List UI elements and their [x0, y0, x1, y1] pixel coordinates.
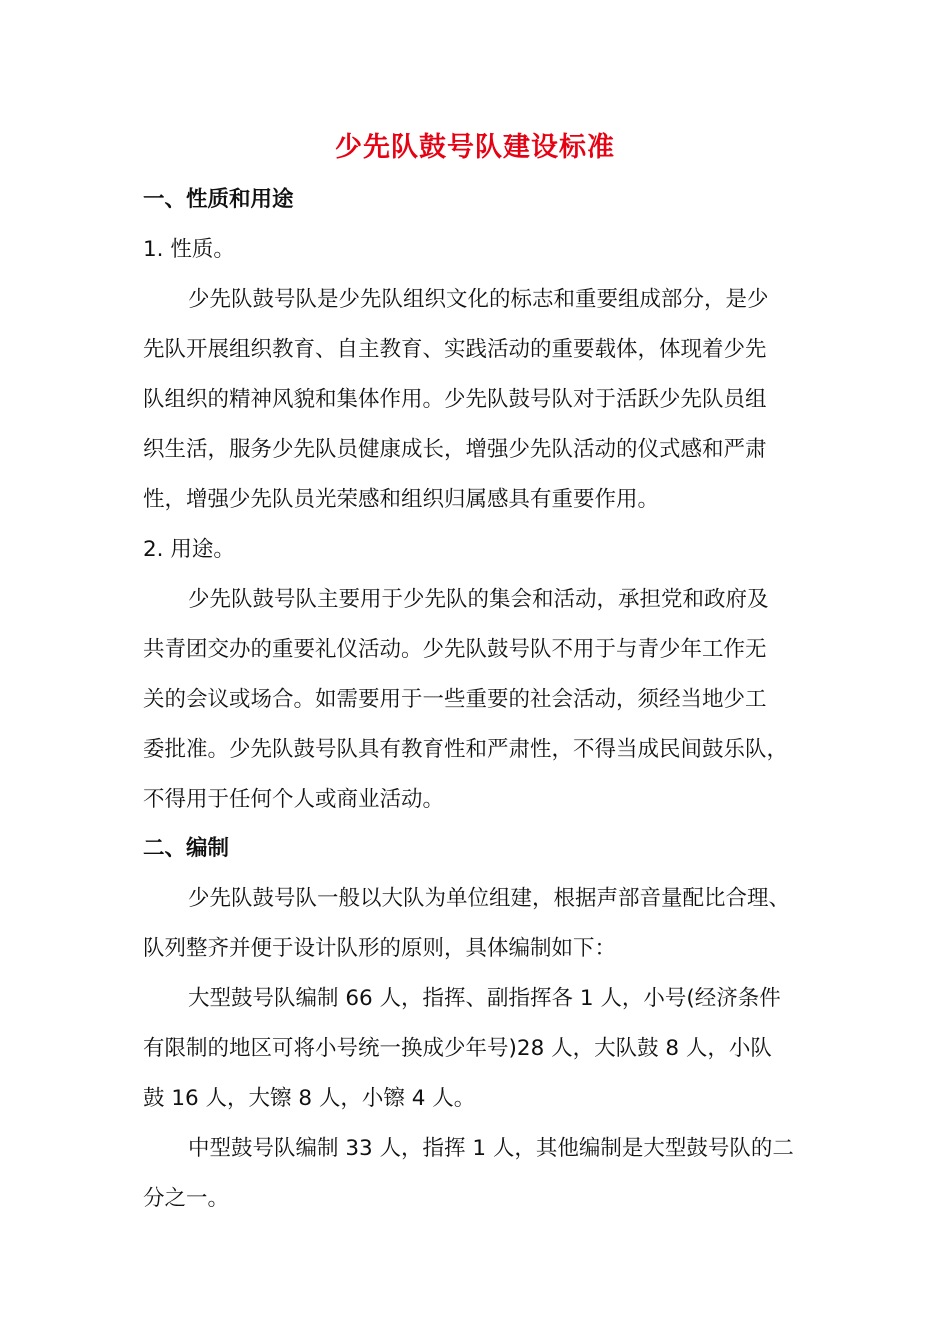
- section-heading-nature-and-use: 一、性质和用途: [143, 187, 294, 212]
- subheading-use: 2. 用途。: [143, 537, 235, 562]
- paragraph-line: 队列整齐并便于设计队形的原则，具体编制如下：: [143, 936, 617, 961]
- paragraph-line: 队组织的精神风貌和集体作用。少先队鼓号队对于活跃少先队员组: [143, 387, 767, 412]
- paragraph-line: 中型鼓号队编制 33 人，指挥 1 人，其他编制是大型鼓号队的二: [188, 1136, 794, 1161]
- paragraph-line: 少先队鼓号队是少先队组织文化的标志和重要组成部分，是少: [188, 287, 769, 312]
- paragraph-line: 织生活，服务少先队员健康成长，增强少先队活动的仪式感和严肃: [143, 437, 767, 462]
- paragraph-line: 分之一。: [143, 1186, 230, 1211]
- paragraph-line: 少先队鼓号队主要用于少先队的集会和活动，承担党和政府及: [188, 587, 769, 612]
- paragraph-line: 共青团交办的重要礼仪活动。少先队鼓号队不用于与青少年工作无: [143, 637, 767, 662]
- subheading-nature: 1. 性质。: [143, 237, 235, 262]
- paragraph-line: 性，增强少先队员光荣感和组织归属感具有重要作用。: [143, 487, 660, 512]
- paragraph-line: 委批准。少先队鼓号队具有教育性和严肃性，不得当成民间鼓乐队，: [143, 737, 789, 762]
- paragraph-line: 关的会议或场合。如需要用于一些重要的社会活动，须经当地少工: [143, 687, 767, 712]
- paragraph-line: 大型鼓号队编制 66 人，指挥、副指挥各 1 人，小号(经济条件: [188, 986, 781, 1011]
- paragraph-line: 少先队鼓号队一般以大队为单位组建，根据声部音量配比合理、: [188, 886, 791, 911]
- paragraph-line: 鼓 16 人，大镲 8 人，小镲 4 人。: [143, 1086, 476, 1111]
- section-heading-organization: 二、编制: [143, 836, 230, 861]
- paragraph-line: 有限制的地区可将小号统一换成少年号)28 人，大队鼓 8 人，小队: [143, 1036, 772, 1061]
- document-title: 少先队鼓号队建设标准: [335, 132, 615, 163]
- paragraph-line: 先队开展组织教育、自主教育、实践活动的重要载体，体现着少先: [143, 337, 767, 362]
- paragraph-line: 不得用于任何个人或商业活动。: [143, 787, 445, 812]
